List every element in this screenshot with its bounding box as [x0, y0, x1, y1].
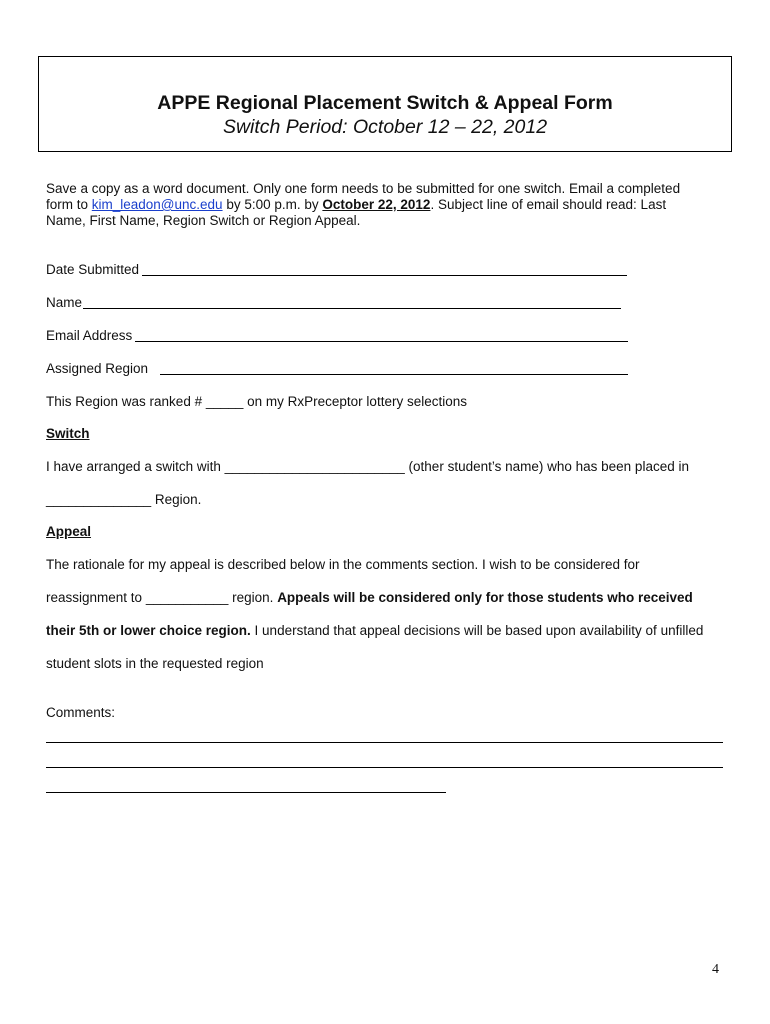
form-header-box [38, 56, 732, 152]
region-text: region. [228, 590, 278, 605]
intro-form-to: form to [46, 197, 92, 212]
switch-region-suffix: Region. [151, 492, 202, 507]
intro-by-time: by 5:00 p.m. by [222, 197, 323, 212]
appeal-line-2 [46, 590, 693, 606]
switch-period-subtitle: Switch Period: October 12 – 22, 2012 [222, 116, 548, 138]
switch-line-1 [46, 459, 689, 475]
ranked-prefix: This Region was ranked # [46, 394, 206, 409]
name-field[interactable] [83, 308, 621, 309]
deadline-date: October 22, 2012 [322, 197, 431, 212]
appeal-criteria-bold: Appeals will be considered only for those students who received [277, 590, 693, 605]
switch-suffix: (other student’s name) who has been placed in [404, 459, 689, 474]
intro-line-2 [46, 197, 666, 213]
switch-line-2 [46, 492, 201, 508]
assigned-region-field[interactable] [160, 374, 628, 375]
email-address-field[interactable] [135, 341, 628, 342]
placed-region-field[interactable]: ______________ [46, 492, 152, 507]
region-ranked-line [46, 394, 467, 410]
switch-prefix: I have arranged a switch with [46, 459, 225, 474]
comments-line-3[interactable] [46, 792, 446, 793]
date-submitted-field[interactable] [142, 275, 627, 276]
intro-subject-line: . Subject line of email should read: Last [430, 197, 667, 212]
comments-line-1[interactable] [46, 742, 723, 743]
reassignment-prefix: reassignment to [46, 590, 146, 605]
name-label: Name [46, 295, 83, 310]
ranked-suffix: on my RxPreceptor lottery selections [243, 394, 467, 409]
appeal-line-4: student slots in the requested region [46, 656, 264, 671]
form-title: APPE Regional Placement Switch & Appeal Form [157, 92, 613, 114]
appeal-line-3 [46, 623, 703, 639]
appeal-decision-text: I understand that appeal decisions will be based upon availability of unfilled [250, 623, 704, 638]
appeal-choice-bold: their 5th or lower choice region. [46, 623, 251, 638]
email-link[interactable]: kim_leadon@unc.edu [91, 197, 223, 212]
date-submitted-label: Date Submitted [46, 262, 140, 277]
page-number: 4 [712, 962, 719, 977]
appeal-heading: Appeal [46, 524, 92, 539]
email-address-label: Email Address [46, 328, 133, 343]
comments-line-2[interactable] [46, 767, 723, 768]
assigned-region-label: Assigned Region [46, 361, 149, 376]
ranked-number-field[interactable]: _____ [205, 394, 244, 409]
intro-line-1: Save a copy as a word document. Only one form needs to be submitted for one switch. Email a completed [46, 181, 681, 196]
reassignment-region-field[interactable]: ___________ [145, 590, 229, 605]
switch-heading: Switch [46, 426, 90, 441]
intro-line-3: Name, First Name, Region Switch or Region Appeal. [46, 213, 361, 228]
other-student-name-field[interactable]: ________________________ [224, 459, 405, 474]
appeal-line-1: The rationale for my appeal is described below in the comments section. I wish to be considered for [46, 557, 640, 572]
comments-label: Comments: [46, 705, 116, 720]
